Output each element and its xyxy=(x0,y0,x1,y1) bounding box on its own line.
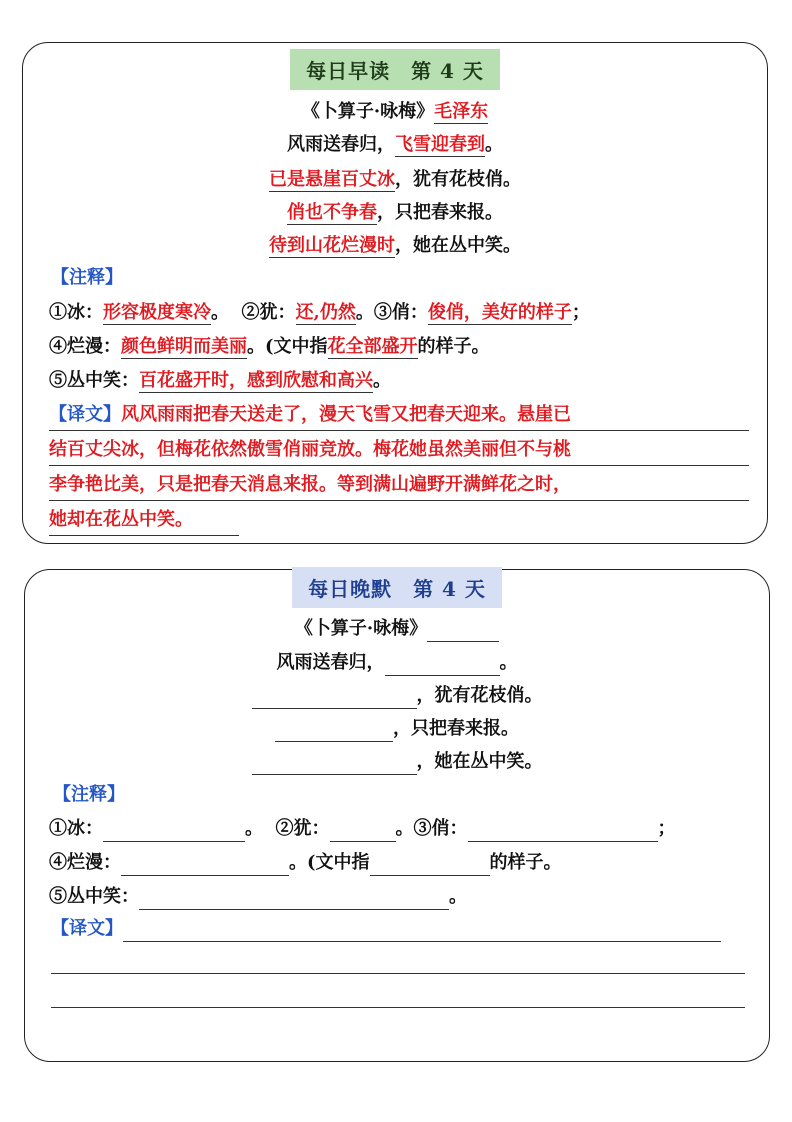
poem-text: 。 xyxy=(485,134,503,155)
note-answer: 百花盛开时，感到欣慰和高兴 xyxy=(139,370,373,391)
poem-line-1 xyxy=(23,132,767,158)
note-key: ①冰： xyxy=(49,818,103,839)
poem-title-line xyxy=(25,616,769,642)
poem-text: ，她在丛中笑。 xyxy=(416,751,543,772)
poem-line-3 xyxy=(25,716,769,742)
poem-text: ，犹有花枝俏。 xyxy=(416,685,543,706)
note-key: ②犹： xyxy=(241,302,296,323)
note-text: 。 xyxy=(373,370,391,391)
answer-blank[interactable] xyxy=(330,821,396,842)
morning-reading-card xyxy=(22,42,768,544)
translation-text: 她却在花丛中笑。 xyxy=(49,503,239,536)
answer-blank[interactable] xyxy=(252,688,417,709)
poem-line-3 xyxy=(23,200,767,226)
note-answer: 颜色鲜明而美丽 xyxy=(121,336,247,357)
poem-author: 毛泽东 xyxy=(434,101,489,122)
answer-blank[interactable] xyxy=(370,855,490,876)
poem-line-4 xyxy=(23,233,767,259)
note-key: ④烂漫： xyxy=(49,336,121,357)
translation-blank-line[interactable] xyxy=(51,973,745,974)
note-answer: 花全部盛开 xyxy=(327,336,418,357)
answer-blank[interactable] xyxy=(385,655,500,676)
poem-answer: 待到山花烂漫时 xyxy=(269,235,395,256)
note-row-1 xyxy=(49,816,676,842)
note-key: ①冰： xyxy=(49,302,103,323)
note-row-3 xyxy=(49,884,467,910)
notes-label: 【注释】 xyxy=(51,267,123,288)
poem-text: ，只把春来报。 xyxy=(393,718,519,739)
evening-dictation-card xyxy=(24,569,770,1062)
poem-answer: 俏也不争春 xyxy=(287,202,377,223)
poem-title: 《卜算子·咏梅》 xyxy=(301,101,435,122)
translation-text: 结百丈尖冰，但梅花依然傲雪俏丽竞放。梅花她虽然美丽但不与桃 xyxy=(49,433,749,466)
translation-block xyxy=(49,398,749,538)
note-row-3 xyxy=(49,368,391,394)
note-text: 。 xyxy=(355,302,374,323)
note-text: 。(文中指 xyxy=(247,336,328,357)
note-key: ⑤丛中笑： xyxy=(49,370,139,391)
answer-blank[interactable] xyxy=(139,889,449,910)
note-text: 。 xyxy=(211,302,229,323)
morning-title: 每日早读 第 4 天 xyxy=(290,49,500,90)
note-key: ③俏： xyxy=(413,818,468,839)
poem-title-line xyxy=(23,99,767,125)
note-key: ⑤丛中笑： xyxy=(49,886,139,907)
note-text: 。 xyxy=(395,818,414,839)
note-answer: 俊俏，美好的样子 xyxy=(427,302,572,323)
note-key: ②犹： xyxy=(275,818,330,839)
poem-text: 风雨送春归， xyxy=(287,134,395,155)
note-key: ③俏： xyxy=(373,302,428,323)
note-text: ； xyxy=(657,818,676,839)
answer-blank[interactable] xyxy=(275,721,393,742)
answer-blank[interactable] xyxy=(103,821,245,842)
note-text: 。(文中指 xyxy=(289,852,370,873)
poem-title: 《卜算子·咏梅》 xyxy=(294,618,428,639)
author-blank[interactable] xyxy=(427,621,499,642)
note-text: 。 xyxy=(449,886,467,907)
translation-row-1 xyxy=(51,916,721,942)
notes-label: 【注释】 xyxy=(53,784,125,805)
poem-text: 风雨送春归， xyxy=(276,652,385,673)
note-text: 的样子。 xyxy=(489,852,562,873)
note-answer: 还,仍然 xyxy=(295,302,356,323)
poem-line-2 xyxy=(23,167,767,193)
poem-line-2 xyxy=(25,683,769,709)
note-text: ； xyxy=(571,302,590,323)
poem-text: 。 xyxy=(499,652,518,673)
poem-text: ，犹有花枝俏。 xyxy=(395,169,521,190)
translation-text: 李争艳比美，只是把春天消息来报。等到满山遍野开满鲜花之时， xyxy=(49,468,749,501)
evening-title: 每日晚默 第 4 天 xyxy=(292,567,502,608)
note-answer: 形容极度寒冷 xyxy=(103,302,211,323)
poem-answer: 飞雪迎春到 xyxy=(395,134,485,155)
translation-blank-line[interactable] xyxy=(51,1007,745,1008)
translation-label: 【译文】 xyxy=(51,918,123,939)
note-row-1 xyxy=(49,300,590,326)
note-key: ④烂漫： xyxy=(49,852,121,873)
poem-answer: 已是悬崖百丈冰 xyxy=(269,169,395,190)
poem-text: ，只把春来报。 xyxy=(377,202,503,223)
poem-text: ，她在丛中笑。 xyxy=(395,235,521,256)
answer-blank[interactable] xyxy=(121,855,289,876)
evening-title-banner xyxy=(25,567,769,608)
answer-blank[interactable] xyxy=(252,754,417,775)
poem-line-4 xyxy=(25,749,769,775)
note-row-2 xyxy=(49,850,562,876)
translation-blank[interactable] xyxy=(123,921,721,942)
poem-line-1 xyxy=(25,650,769,676)
answer-blank[interactable] xyxy=(468,821,658,842)
morning-title-banner xyxy=(23,49,767,90)
note-text: 。 xyxy=(245,818,263,839)
translation-label: 【译文】 xyxy=(49,404,121,425)
note-text: 的样子。 xyxy=(417,336,490,357)
translation-text: 风风雨雨把春天送走了，漫天飞雪又把春天迎来。悬崖已 xyxy=(121,404,571,425)
note-row-2 xyxy=(49,334,490,360)
